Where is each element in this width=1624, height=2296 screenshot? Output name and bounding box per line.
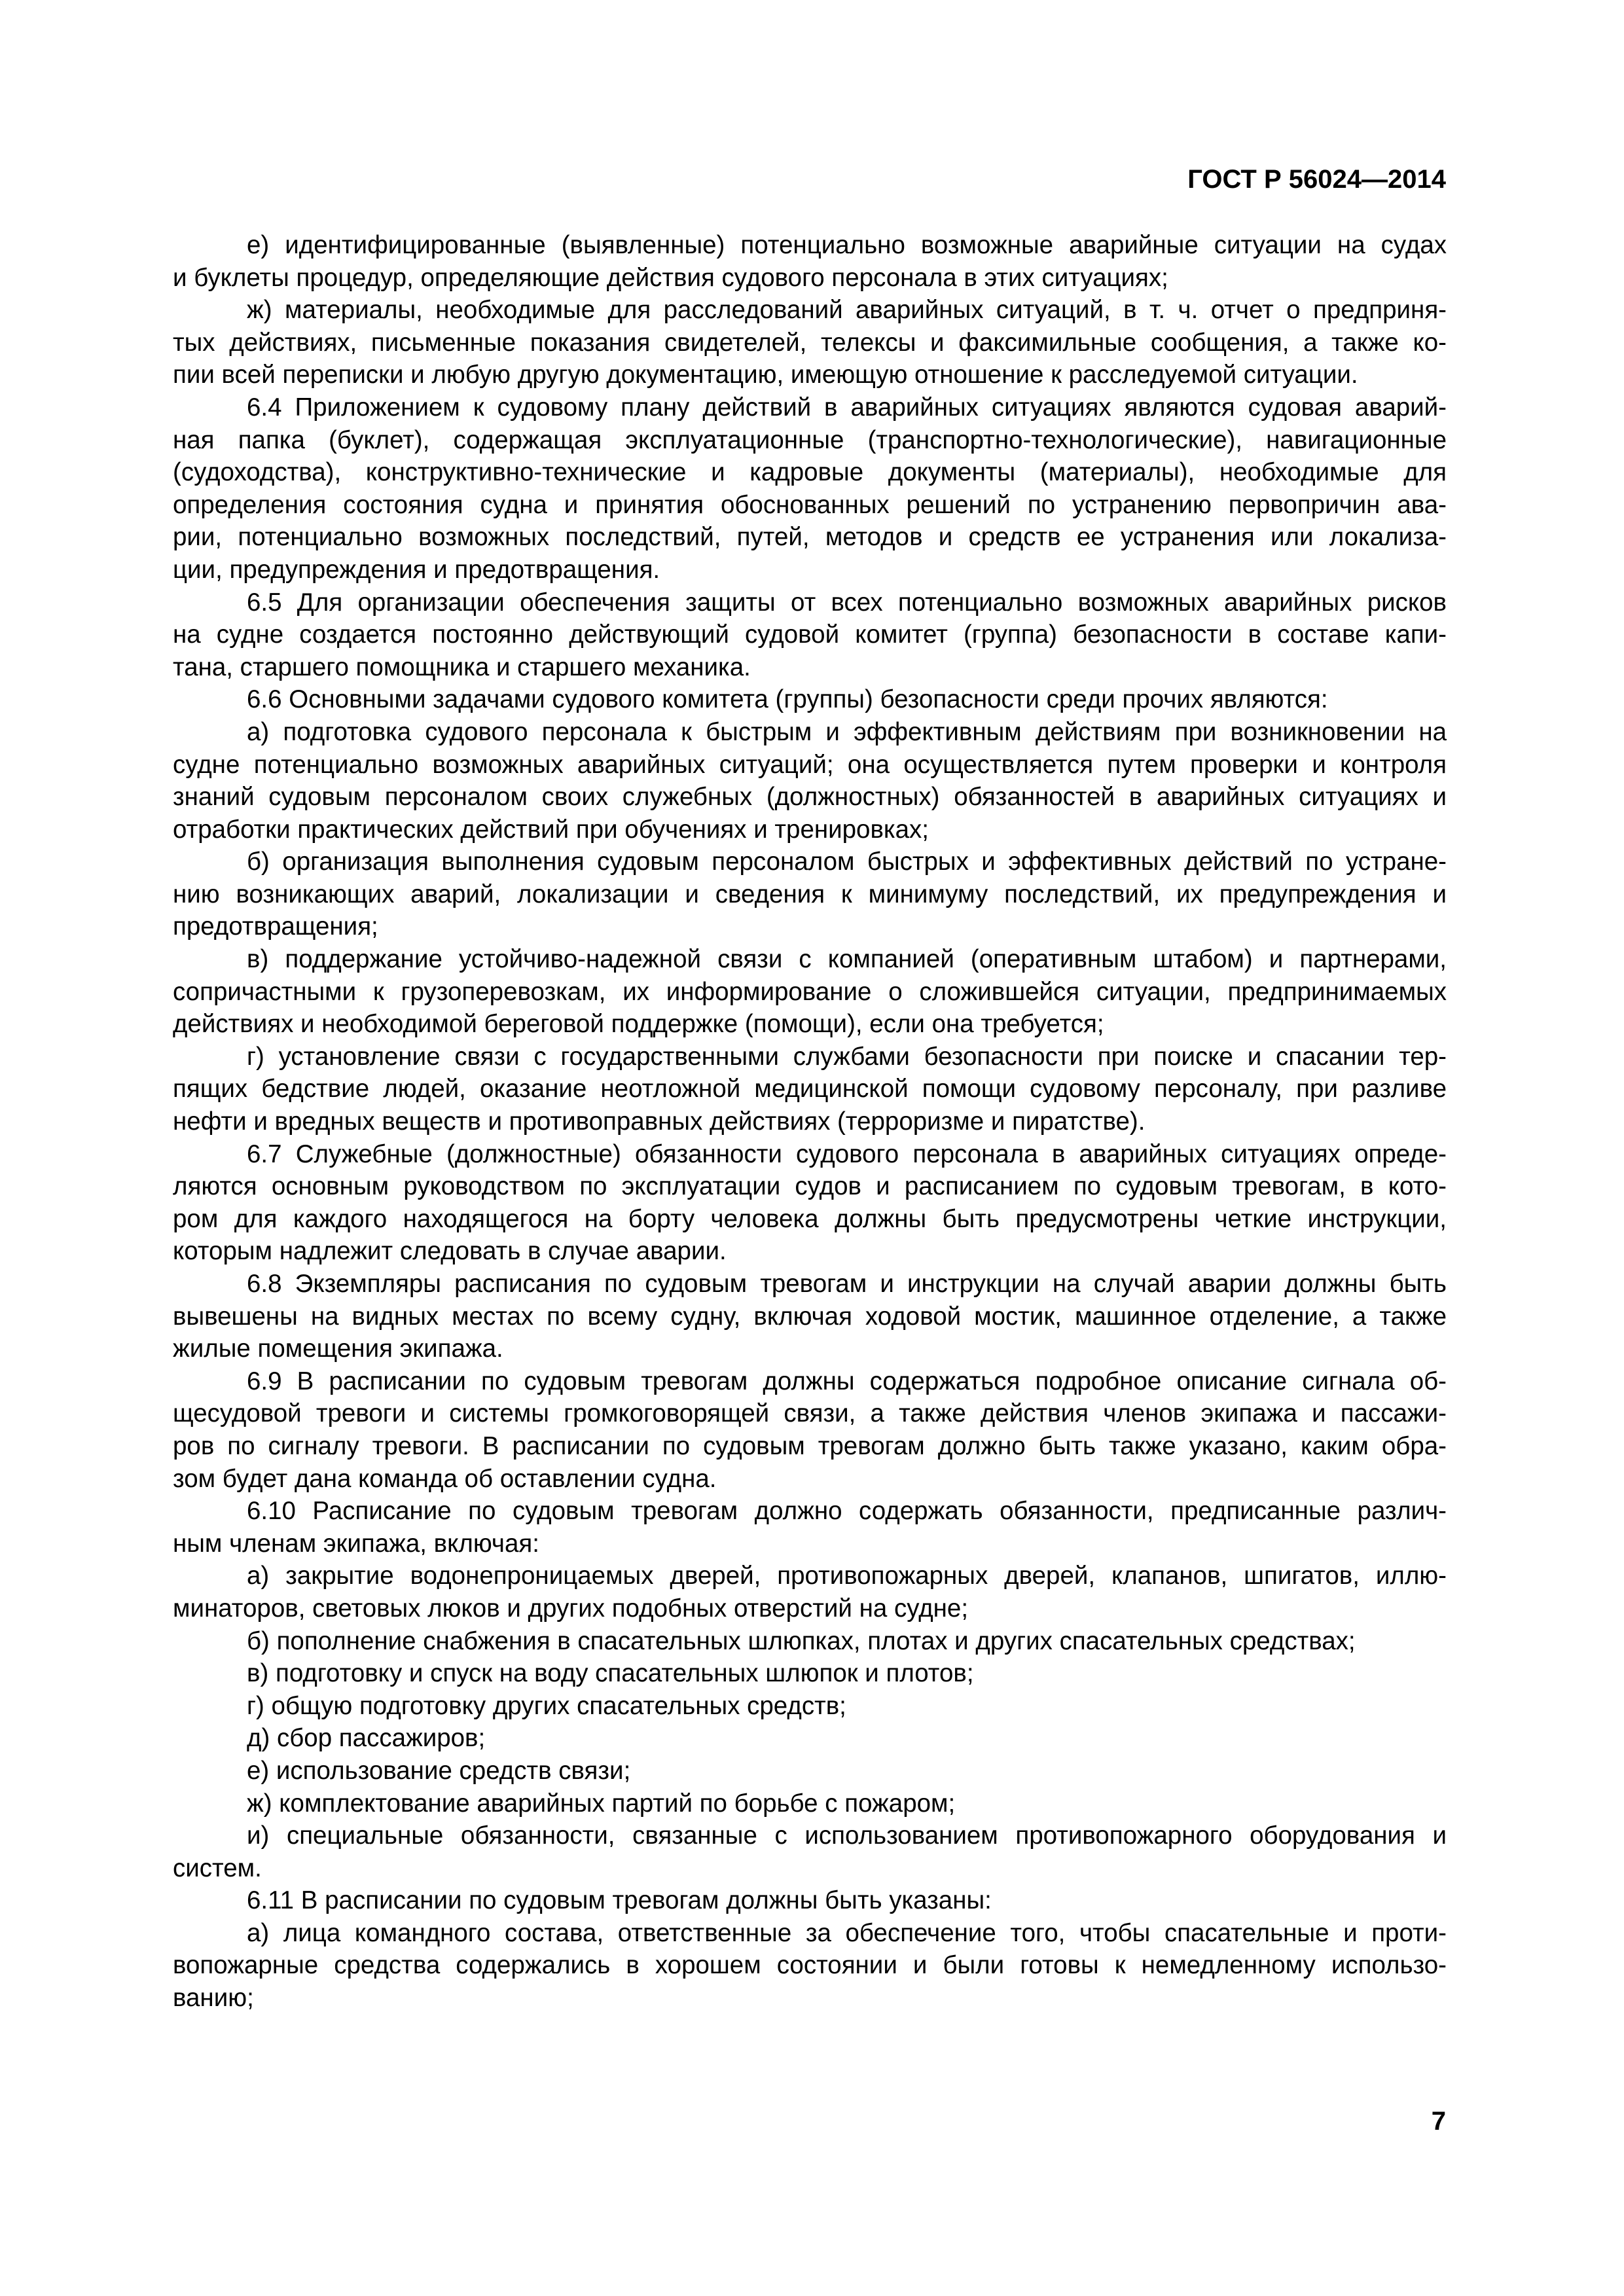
text-line: судне потенциально возможных аварийных ситуаций; она осуществляется путем проверки и контроля — [173, 750, 1447, 779]
text-line: ным членам экипажа, включая: — [173, 1529, 539, 1558]
text-line: и буклеты процедур, определяющие действия судового персонала в этих ситуациях; — [173, 263, 1168, 292]
text-line: г) общую подготовку других спасательных средств; — [247, 1691, 846, 1720]
text-line: нефти и вредных веществ и противоправных действиях (терроризме и пиратстве). — [173, 1107, 1146, 1136]
text-line: тых действиях, письменные показания свидетелей, телексы и факсимильные сообщения, а также ко- — [173, 328, 1447, 357]
text-line: е) идентифицированные (выявленные) потенциально возможные аварийные ситуации на судах — [247, 231, 1447, 259]
text-line: в) подготовку и спуск на воду спасательных шлюпок и плотов; — [247, 1659, 974, 1688]
text-line: пии всей переписки и любую другую документацию, имеющую отношение к расследуемой ситуации. — [173, 361, 1358, 389]
text-line: 6.4 Приложением к судовому плану действий в аварийных ситуациях являются судовая аварий- — [247, 393, 1447, 422]
text-line: б) организация выполнения судовым персоналом быстрых и эффективных действий по устране- — [247, 848, 1447, 876]
text-line: ляются основным руководством по эксплуатации судов и расписанием по судовым тревогам, в кото- — [173, 1172, 1447, 1201]
text-line: 6.8 Экземпляры расписания по судовым тревогам и инструкции на случай аварии должны быть — [247, 1270, 1447, 1298]
text-line: нию возникающих аварий, локализации и сведения к минимуму последствий, их предупреждения и — [173, 880, 1447, 908]
document-number: ГОСТ Р 56024—2014 — [1187, 165, 1446, 194]
text-line: (судоходства), конструктивно-технические и кадровые документы (материалы), необходимые для — [173, 458, 1447, 487]
text-line: систем. — [173, 1854, 262, 1882]
document-body — [173, 229, 1447, 2015]
page-number: 7 — [1431, 2107, 1446, 2136]
text-line: действиях и необходимой береговой поддержке (помощи), если она требуется; — [173, 1010, 1104, 1039]
text-line: которым надлежит следовать в случае аварии. — [173, 1237, 727, 1266]
text-line: вывешены на видных местах по всему судну, включая ходовой мостик, машинное отделение, а также — [173, 1302, 1447, 1331]
text-line: б) пополнение снабжения в спасательных шлюпках, плотах и других спасательных средствах; — [247, 1626, 1356, 1655]
text-line: рии, потенциально возможных последствий, путей, методов и средств ее устранения или локализа- — [173, 523, 1447, 552]
text-line: отработки практических действий при обучениях и тренировках; — [173, 815, 929, 844]
text-line: сопричастными к грузоперевозкам, их информирование о сложившейся ситуации, предпринимаемых — [173, 977, 1447, 1006]
document-header — [1187, 162, 1446, 196]
text-line: ром для каждого находящегося на борту человека должны быть предусмотрены четкие инструкции, — [173, 1204, 1447, 1233]
text-line: жилые помещения экипажа. — [173, 1335, 503, 1363]
text-line: на судне создается постоянно действующий судовой комитет (группа) безопасности в составе капи- — [173, 620, 1447, 649]
text-line: зом будет дана команда об оставлении судна. — [173, 1464, 717, 1493]
text-line: 6.11 В расписании по судовым тревогам должны быть указаны: — [247, 1886, 992, 1915]
text-line: 6.7 Служебные (должностные) обязанности судового персонала в аварийных ситуациях опреде- — [247, 1139, 1447, 1168]
text-line: 6.10 Расписание по судовым тревогам должно содержать обязанности, предписанные различ- — [247, 1497, 1447, 1526]
text-line: а) подготовка судового персонала к быстрым и эффективным действиям при возникновении на — [247, 717, 1447, 746]
text-line: вопожарные средства содержались в хорошем состоянии и были готовы к немедленному использо- — [173, 1951, 1447, 1980]
text-line: 6.9 В расписании по судовым тревогам должны содержаться подробное описание сигнала об- — [247, 1367, 1447, 1395]
text-line: г) установление связи с государственными службами безопасности при поиске и спасании тер- — [247, 1042, 1447, 1071]
text-line: и) специальные обязанности, связанные с использованием противопожарного оборудования и — [247, 1821, 1447, 1850]
text-line: 6.6 Основными задачами судового комитета (группы) безопасности среди прочих являются: — [247, 685, 1328, 714]
text-line: ж) материалы, необходимые для расследований аварийных ситуаций, в т. ч. отчет о предприня- — [247, 296, 1447, 325]
text-line: а) лица командного состава, ответственные за обеспечение того, чтобы спасательные и проти- — [247, 1918, 1447, 1947]
text-line: щесудовой тревоги и системы громкоговорящей связи, а также действия членов экипажа и пассажи- — [173, 1399, 1447, 1428]
text-line: ная папка (буклет), содержащая эксплуатационные (транспортно-технологические), навигационные — [173, 425, 1447, 454]
text-line: ции, предупреждения и предотвращения. — [173, 555, 660, 584]
text-line: минаторов, световых люков и других подобных отверстий на судне; — [173, 1594, 969, 1623]
text-line: в) поддержание устойчиво-надежной связи с компанией (оперативным штабом) и партнерами, — [247, 945, 1447, 974]
text-line: е) использование средств связи; — [247, 1756, 631, 1785]
text-line: предотвращения; — [173, 912, 378, 941]
text-line: а) закрытие водонепроницаемых дверей, противопожарных дверей, клапанов, шпигатов, иллю- — [247, 1562, 1447, 1590]
text-line: 6.5 Для организации обеспечения защиты от всех потенциально возможных аварийных рисков — [247, 588, 1447, 617]
text-line: д) сбор пассажиров; — [247, 1724, 486, 1753]
text-line: ж) комплектование аварийных партий по борьбе с пожаром; — [247, 1789, 956, 1818]
text-line: знаний судовым персоналом своих служебных (должностных) обязанностей в аварийных ситуациях и — [173, 783, 1447, 812]
text-line: определения состояния судна и принятия обоснованных решений по устранению первопричин ава- — [173, 490, 1447, 519]
text-line: ров по сигналу тревоги. В расписании по судовым тревогам должно быть также указано, каким обра- — [173, 1431, 1447, 1460]
text-line: ванию; — [173, 1984, 254, 2013]
text-line: тана, старшего помощника и старшего механика. — [173, 653, 751, 681]
text-line: пящих бедствие людей, оказание неотложной медицинской помощи судовому персоналу, при разливе — [173, 1075, 1447, 1103]
